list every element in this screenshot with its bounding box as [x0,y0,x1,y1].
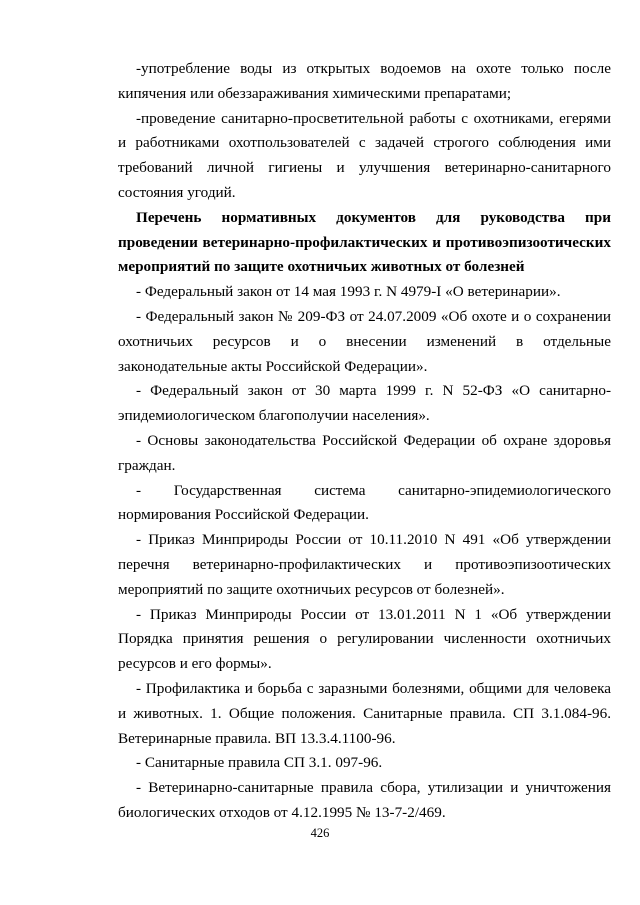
paragraph-sanitary-education: -проведение санитарно-просветительной работы с охотниками, егерями и работниками охотпользователей с задачей строгого соблюдения ими требований личной гигиены и улучшения ветеринарно-санитарного состояния угодий. [118,109,611,201]
list-item: - Федеральный закон № 209-ФЗ от 24.07.2009 «Об охоте и о сохранении охотничьих ресурсов и о внесении изменений в отдельные законодательные акты Российской Федерации». [118,307,611,375]
section-heading: Перечень нормативных документов для руководства при проведении ветеринарно-профилактических и противоэпизоотических мероприятий по защите охотничьих животных от болезней [118,208,611,276]
list-item: - Приказ Минприроды России от 10.11.2010 N 491 «Об утверждении перечня ветеринарно-профилактических и противоэпизоотических мероприятий по защите охотничьих ресурсов от болезней». [118,531,611,598]
list-item: - Санитарные правила СП 3.1. 097-96. [136,754,383,772]
list-item: - Ветеринарно-санитарные правила сбора, утилизации и уничтожения биологических отходов от 4.12.1995 № 13-7-2/469. [118,779,611,821]
page-number: 426 [310,826,330,840]
list-item: - Федеральный закон от 30 марта 1999 г. N 52-ФЗ «О санитарно-эпидемиологическом благополучии населения». [118,382,611,425]
list-item: - Федеральный закон от 14 мая 1993 г. N 4979-I «О ветеринарии». [136,283,561,301]
list-item: - Приказ Минприроды России от 13.01.2011 N 1 «Об утверждении Порядка принятия решения о регулировании численности охотничьих ресурсов и его формы». [118,605,611,673]
document-body [118,57,611,826]
list-item: - Основы законодательства Российской Федерации об охране здоровья граждан. [118,431,611,474]
list-item: - Государственная система санитарно-эпидемиологического нормирования Российской Федерации. [118,481,611,524]
list-item: - Профилактика и борьба с заразными болезнями, общими для человека и животных. 1. Общие положения. Санитарные правила. СП 3.1.084-96. Ветеринарные правила. ВП 13.3.4.1100-96. [118,679,611,747]
paragraph-water-use: -употребление воды из открытых водоемов на охоте только после кипячения или обеззараживания химическими препаратами; [118,60,611,102]
